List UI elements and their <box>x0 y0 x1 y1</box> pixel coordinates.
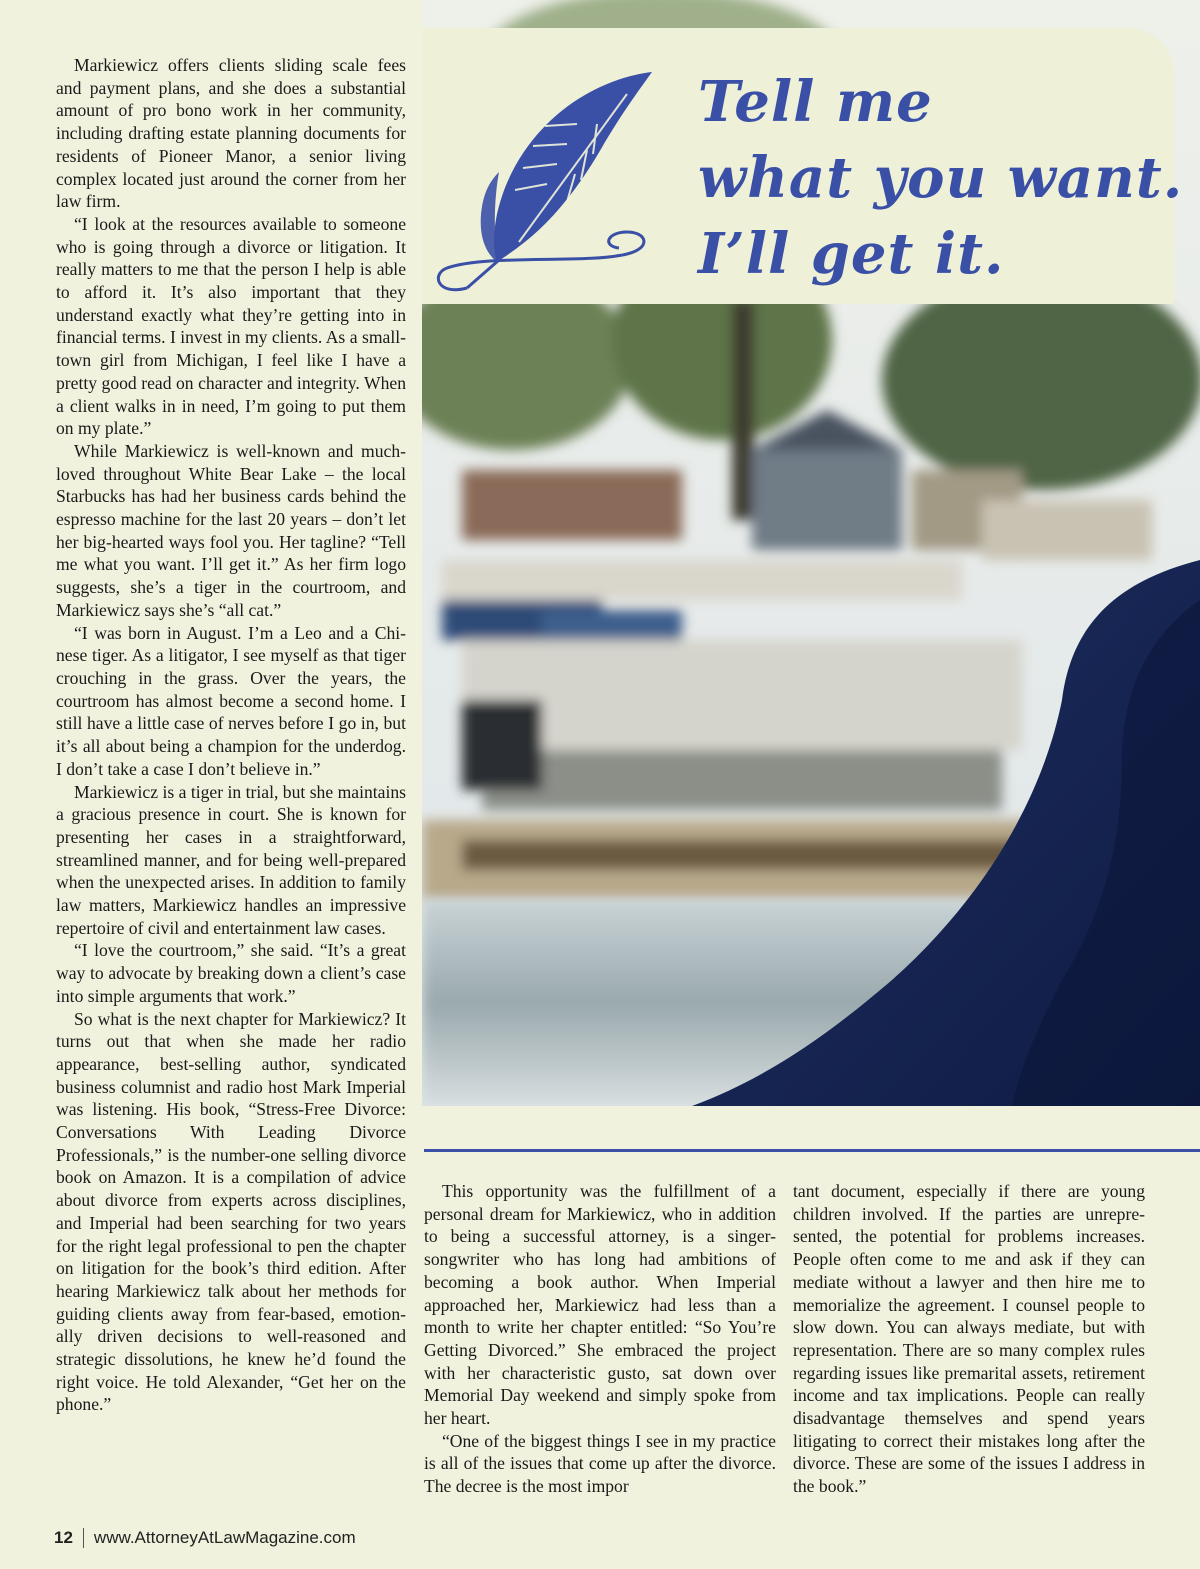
pullquote-line: what you want. <box>698 145 1184 211</box>
left-text-column <box>56 54 406 1416</box>
quill-feather-icon <box>427 64 657 296</box>
website-link[interactable]: www.AttorneyAtLawMagazine.com <box>93 1528 356 1547</box>
paragraph: While Markiewicz is well-known and much-loved throughout White Bear Lake – the local Starbucks has had her business cards behind the espresso machine for the last 20 years – don’t let her big-hearted ways fool you. Her tagline? “Tell me what you want. I’ll get it.” As her firm logo suggests, she’s a tiger in the courtroom, and Markiewicz says she’s “all cat.” <box>56 440 406 620</box>
paragraph: Markiewicz is a tiger in trial, but she maintains a gracious presence in court. She is known for presenting her cases in a straightforward, streamlined manner, and for being well-prepared when the unexpected arises. In addition to family law matters, Markiewicz handles an impressive repertoire of civil and entertainment law cases. <box>56 781 406 938</box>
section-divider <box>424 1149 1200 1152</box>
right-text-column <box>793 1180 1145 1498</box>
paragraph: Markiewicz offers clients sliding scale fees and payment plans, and she does a substantial amount of pro bono work in her community, including drafting estate planning documents for residents of Pioneer Manor, a senior living complex located just around the corner from her law firm. <box>56 55 406 212</box>
footer-divider <box>83 1528 84 1548</box>
paragraph: “I love the courtroom,” she said. “It’s a great way to advocate by breaking down a client’s case into simple arguments that work.” <box>56 940 406 1006</box>
pullquote-line: I’ll get it. <box>698 221 1005 287</box>
paragraph: This opportunity was the fulfillment of a personal dream for Markiewicz, who in addition to being a successful attorney, is a singer-songwriter who has long had ambitions of becoming a book author. When Imperial approached her, Markiewicz had less than a month to write her chapter entitled: “So You’re Getting Divorced.” She embraced the project with her characteristic gusto, sat down over Memorial Day weekend and simply spoke from her heart. <box>424 1181 776 1429</box>
page-number: 12 <box>54 1528 73 1547</box>
paragraph: “I look at the resources available to someone who is going through a divorce or litigation. It really matters to me that the person I help is able to afford it. It’s also important that they understand exactly what they’re getting into in financial terms. I invest in my clients. As a small-town girl from Michigan, I feel like I have a pretty good read on character and integrity. When a client walks in in need, I’m going to put them on my plate.” <box>56 213 406 439</box>
paragraph: So what is the next chapter for Markiewicz? It turns out that when she made her radio appearance, best-selling author, syndicated business columnist and radio host Mark Imperial was listening. His book, “Stress-Free Divorce: Conversations With Leading Divorce Professionals,” is the number-one selling divorce book on Amazon. It is a compilation of advice about divorce from experts across disciplines, and Imperial had been searching for two years for the right legal professional to pen the chapter on litigation for the book’s third edition. After hearing Markiewicz talk about her methods for guiding clients away from fear-based, emotionally driven decisions to well-reasoned and strategic dissolutions, he knew he’d found the right voice. He told Alexander, “Get her on the phone.” <box>56 1008 406 1415</box>
paragraph: “One of the biggest things I see in my practice is all of the issues that come up after the divorce. The decree is the most impor <box>424 1430 776 1497</box>
pullquote-text <box>698 64 1183 292</box>
page-footer <box>54 1528 356 1548</box>
pullquote-line: Tell me <box>698 69 933 135</box>
paragraph: “I was born in August. I’m a Leo and a Chinese tiger. As a litigator, I see myself as that tiger crouching in the grass. Over the years, the courtroom has almost become a second home. I still have a little case of nerves before I go in, but it’s all about being a champion for the underdog. I don’t take a case I don’t believe in.” <box>56 622 406 779</box>
middle-text-column <box>424 1180 776 1498</box>
paragraph: tant document, especially if there are young children involved. If the parties are unrepresented, the potential for problems increases. People often come to me and ask if they can mediate without a lawyer and then hire me to memorialize the agreement. I counsel people to slow down. You can always mediate, but with representation. There are so many complex rules regarding issues like premarital assets, retirement income and tax implications. People can really disadvantage themselves and spend years litigating to correct their mistakes long after the divorce. These are some of the issues I address in the book.” <box>793 1181 1145 1497</box>
